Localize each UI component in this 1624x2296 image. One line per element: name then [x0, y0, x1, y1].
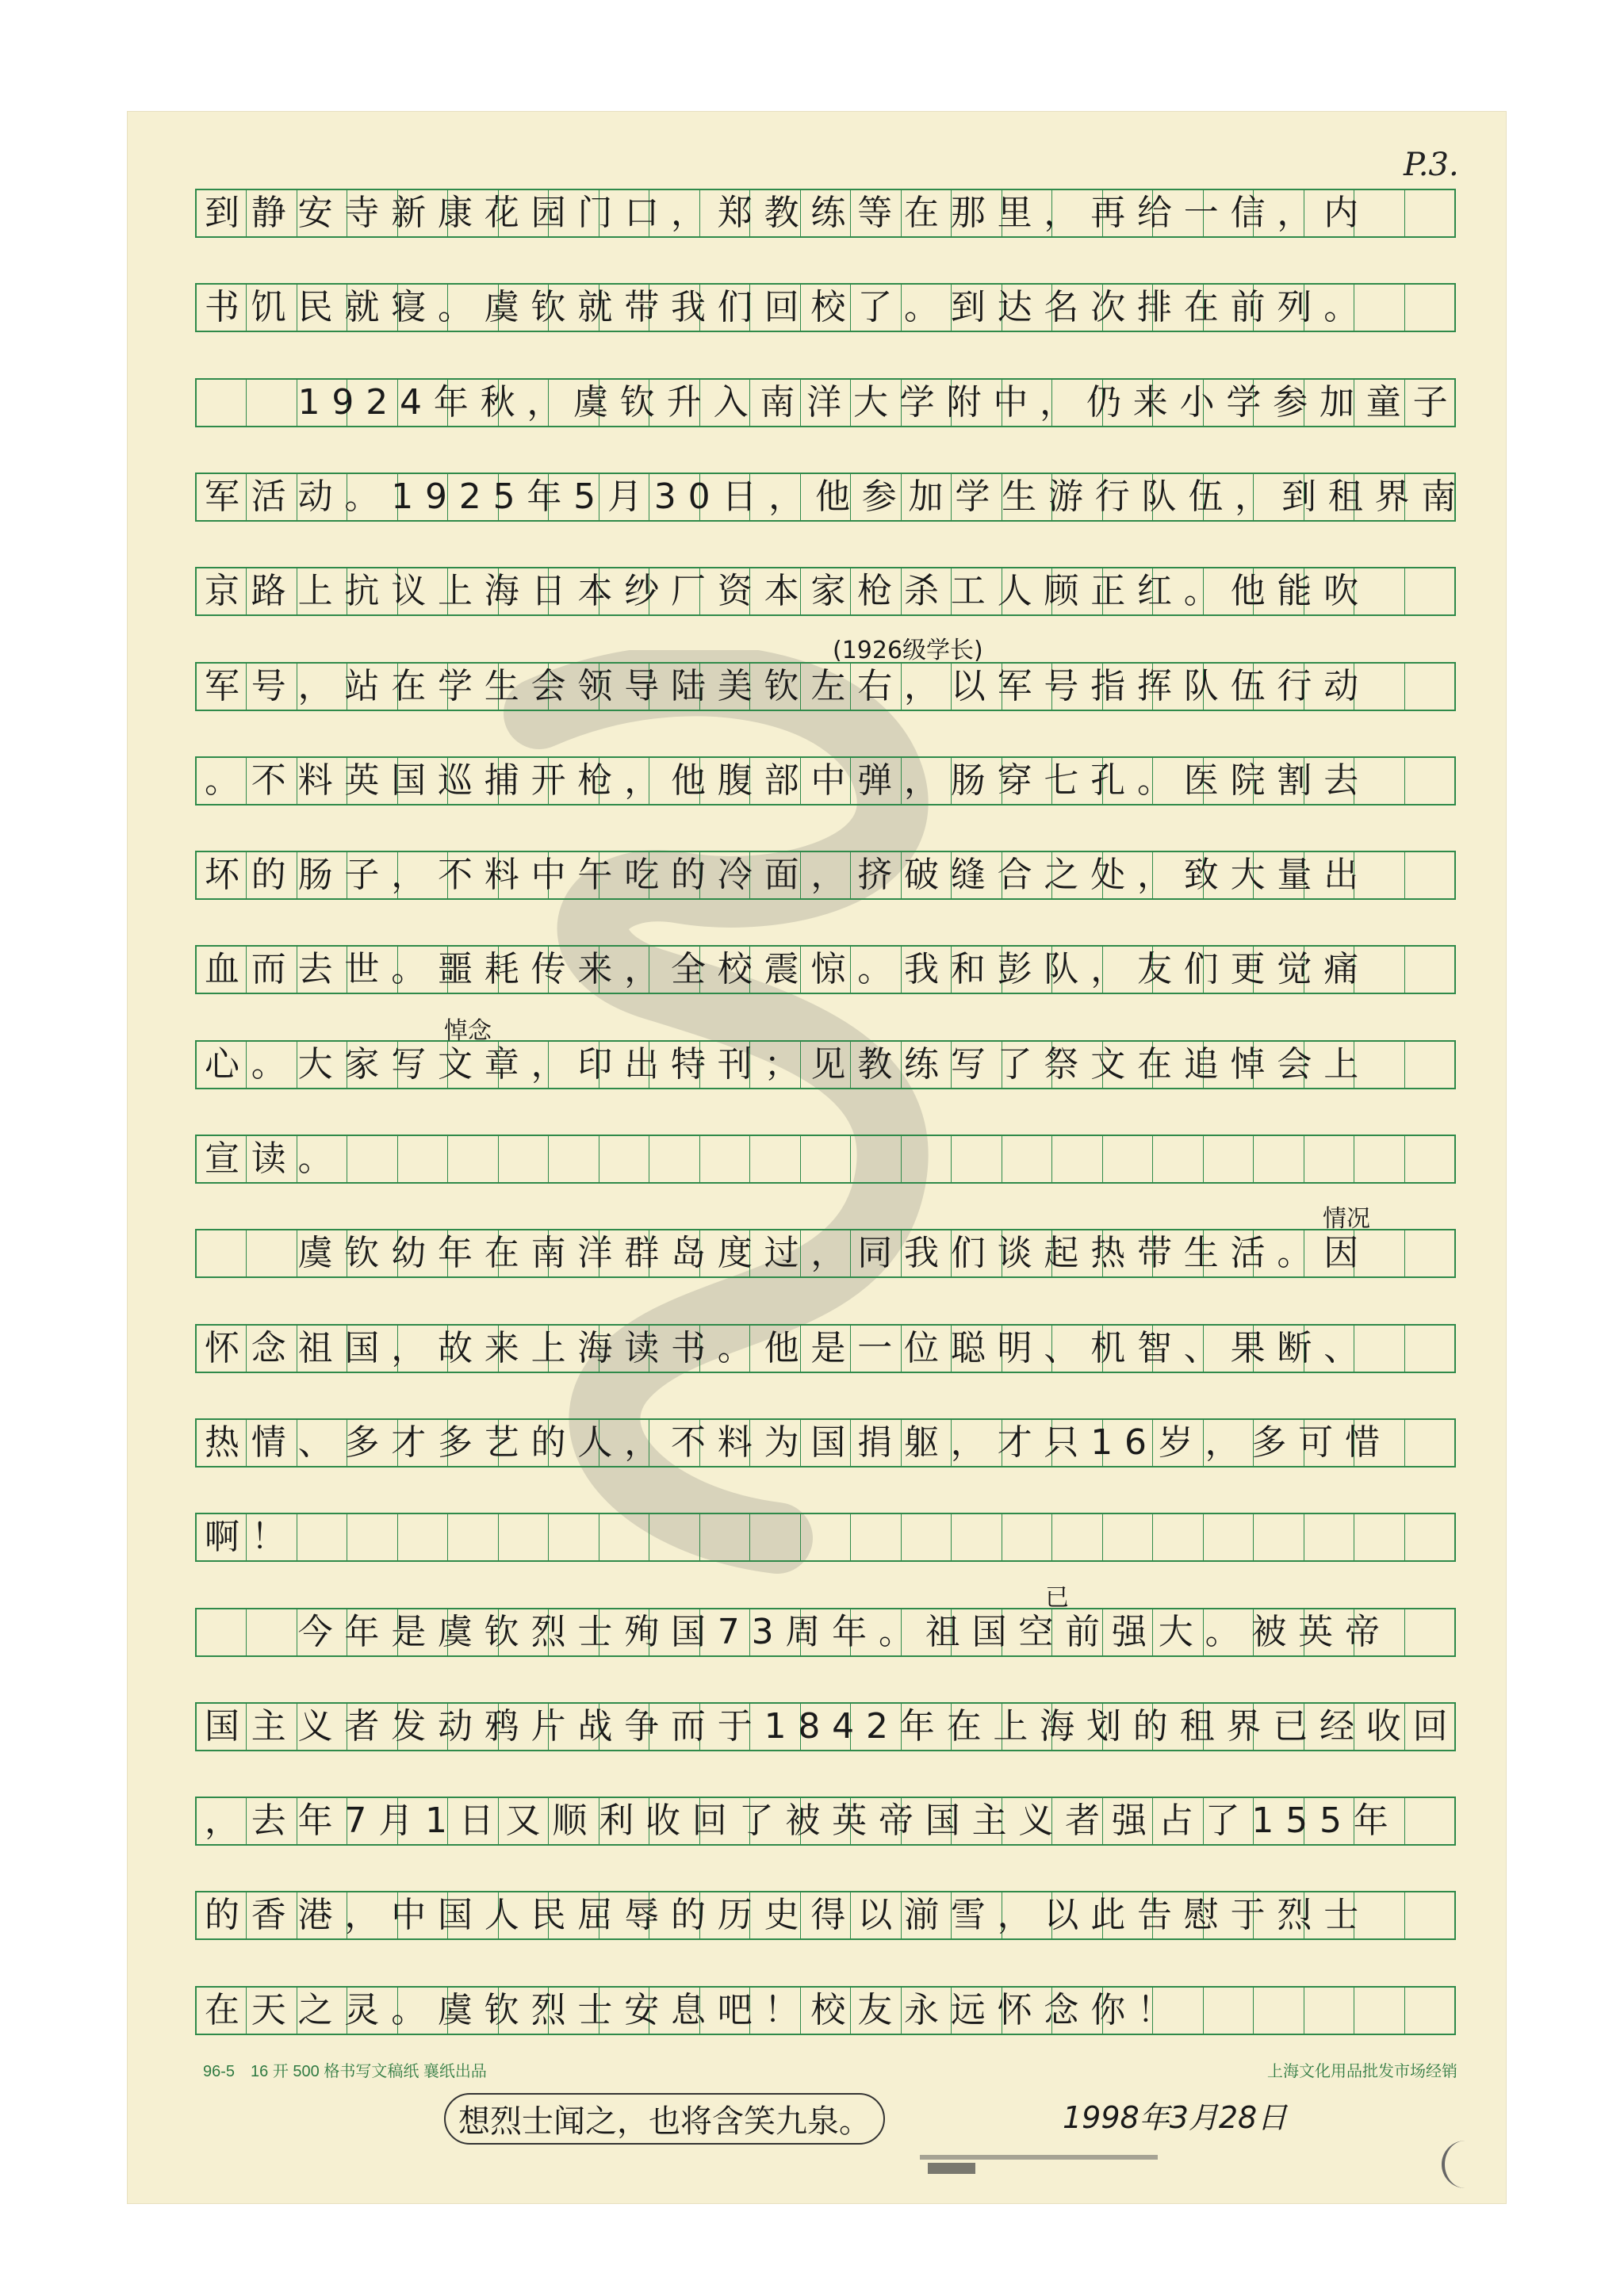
grid-row	[195, 851, 1456, 900]
grid-row	[195, 1702, 1460, 1751]
grid-row-text: ，去年7月1日又顺利收回了被英帝国主义者强占了155年	[205, 1800, 1400, 1841]
grid-row	[195, 1324, 1456, 1373]
grid-row	[195, 1513, 1456, 1562]
grid-row-text: 血而去世。噩耗传来，全校震惊。我和彭队，友们更觉痛	[205, 949, 1370, 989]
paper-footer-left: 96-5 16 开 500 格书写文稿纸 襄纸出品	[203, 2063, 487, 2080]
grid-row	[195, 945, 1456, 994]
annotation-situation: 情况	[1323, 1205, 1370, 1233]
grid-row	[195, 189, 1456, 238]
annotation-class-senior: (1926级学长)	[833, 637, 983, 664]
grid-row-text: 1924年秋，虞钦升入南洋大学附中，仍来小学参加童子	[205, 382, 1460, 423]
closing-line: 想烈士闻之，也将含笑九泉。	[444, 2093, 885, 2145]
grid-row-text: 怀念祖国，故来上海读书。他是一位聪明、机智、果断、	[205, 1328, 1370, 1368]
date-line: 1998年3月28日	[1063, 2100, 1288, 2135]
page-number: P.3.	[1404, 147, 1459, 183]
grid-row	[195, 662, 1456, 711]
grid-row-text: 。不料英国巡捕开枪，他腹部中弹，肠穿七孔。医院割去	[205, 760, 1370, 801]
grid-row	[195, 1040, 1456, 1089]
grid-row-text: 今年是虞钦烈士殉国73周年。祖国空前强大。被英帝	[205, 1612, 1392, 1652]
annotation-already: 已	[1045, 1584, 1069, 1612]
grid-row	[195, 567, 1456, 616]
grid-row	[195, 473, 1469, 522]
grid-row-text: 到静安寺新康花园门口，郑教练等在那里，再给一信，内	[205, 193, 1370, 233]
ink-scratch	[920, 2155, 1158, 2160]
grid-row	[195, 756, 1456, 806]
paper-footer-right: 上海文化用品批发市场经销	[1267, 2063, 1457, 2080]
grid-row-text: 坏的肠子，不料中午吃的冷面，挤破缝合之处，致大量出	[205, 855, 1370, 895]
grid-row-text: 军号，站在学生会领导陆美钦左右，以军号指挥队伍行动	[205, 666, 1370, 706]
grid-row-text: 啊！	[205, 1517, 298, 1557]
grid-row	[195, 1986, 1456, 2035]
grid-row-text: 宣读。	[205, 1138, 345, 1179]
grid-row-text: 书饥民就寝。虞钦就带我们回校了。到达名次排在前列。	[205, 287, 1370, 327]
grid-row-text: 心。大家写文章，印出特刊；见教练写了祭文在追悼会上	[205, 1044, 1370, 1085]
grid-row-text: 在天之灵。虞钦烈士安息吧！校友永远怀念你！	[205, 1990, 1184, 2030]
grid-row-text: 虞钦幼年在南洋群岛度过，同我们谈起热带生活。因	[205, 1233, 1370, 1273]
grid-row	[195, 1608, 1456, 1657]
grid-row	[195, 1418, 1456, 1468]
grid-row	[195, 1229, 1456, 1278]
grid-row	[195, 1797, 1456, 1846]
grid-row	[195, 283, 1456, 332]
grid-row-text: 国主义者发动鸦片战争而于1842年在上海划的租界已经收回	[205, 1706, 1460, 1747]
grid-row-text: 军活动。1925年5月30日，他参加学生游行队伍，到租界南	[205, 476, 1469, 517]
grid-row	[195, 1135, 1456, 1184]
grid-row-text: 的香港，中国人民屈辱的历史得以湔雪，以此告慰于烈士	[205, 1895, 1370, 1935]
annotation-mourning: 悼念	[444, 1017, 492, 1045]
ink-scratch-mark	[928, 2163, 975, 2174]
grid-row-text: 京路上抗议上海日本纱厂资本家枪杀工人顾正红。他能吹	[205, 571, 1370, 611]
grid-row	[195, 378, 1460, 427]
grid-row-text: 热情、多才多艺的人，不料为国捐躯，才只16岁，多可惜	[205, 1422, 1392, 1463]
grid-row	[195, 1891, 1456, 1940]
